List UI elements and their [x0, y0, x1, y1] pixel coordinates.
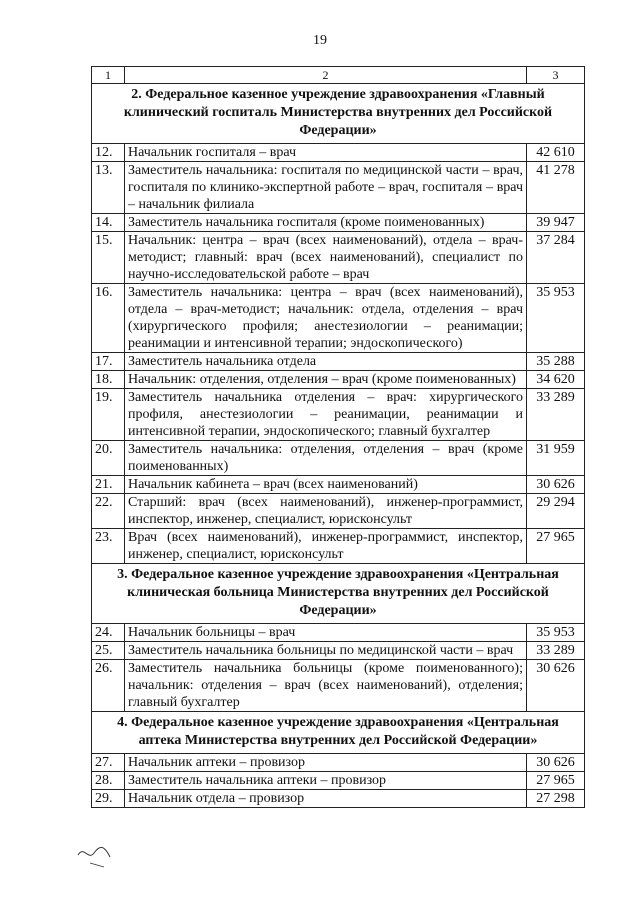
- row-position: Начальник кабинета – врач (всех наименований): [125, 476, 527, 494]
- row-number: 18.: [92, 371, 125, 389]
- row-salary: 30 626: [527, 660, 585, 712]
- table-row: [92, 441, 585, 476]
- row-number: 20.: [92, 441, 125, 476]
- row-position: Начальник: центра – врач (всех наименований), отдела – врач-методист; главный: врач (всех наименований), специалист по научно-исследовательской работе – врач: [125, 232, 527, 284]
- row-salary: 27 965: [527, 772, 585, 790]
- row-number: 21.: [92, 476, 125, 494]
- row-position: Заместитель начальника отделения – врач: хирургического профиля, анестезиологии – реанимации, реанимации и интенсивной терапии, эндоскопического; главный бухгалтер: [125, 389, 527, 441]
- row-position: Начальник госпиталя – врач: [125, 144, 527, 162]
- table-row: [92, 232, 585, 284]
- row-salary: 33 289: [527, 642, 585, 660]
- row-salary: 35 953: [527, 624, 585, 642]
- row-salary: 30 626: [527, 476, 585, 494]
- section-heading: [92, 564, 585, 624]
- row-salary: 34 620: [527, 371, 585, 389]
- table-row: [92, 754, 585, 772]
- row-position: Врач (всех наименований), инженер-программист, инспектор, инженер, специалист, юрисконсульт: [125, 529, 527, 564]
- row-number: 14.: [92, 214, 125, 232]
- row-number: 22.: [92, 494, 125, 529]
- header-col-3: 3: [527, 67, 585, 84]
- row-salary: 35 288: [527, 353, 585, 371]
- section-2-title: 2. Федеральное казенное учреждение здравоохранения «Главный клинический госпиталь Министерства внутренних дел Российской Федерации»: [92, 84, 585, 144]
- header-col-2: 2: [125, 67, 527, 84]
- table-row: [92, 494, 585, 529]
- table-row: [92, 529, 585, 564]
- table-row: [92, 144, 585, 162]
- table-row: [92, 162, 585, 214]
- row-salary: 33 289: [527, 389, 585, 441]
- row-number: 29.: [92, 790, 125, 808]
- row-number: 24.: [92, 624, 125, 642]
- table-row: [92, 371, 585, 389]
- row-position: Заместитель начальника отдела: [125, 353, 527, 371]
- table-row: [92, 214, 585, 232]
- row-number: 19.: [92, 389, 125, 441]
- row-number: 26.: [92, 660, 125, 712]
- section-3-title: 3. Федеральное казенное учреждение здравоохранения «Центральная клиническая больница Министерства внутренних дел Российской Федерации»: [92, 564, 585, 624]
- table-row: [92, 642, 585, 660]
- table-row: [92, 772, 585, 790]
- row-position: Начальник больницы – врач: [125, 624, 527, 642]
- row-number: 12.: [92, 144, 125, 162]
- row-position: Заместитель начальника больницы по медицинской части – врач: [125, 642, 527, 660]
- salary-table: [91, 66, 585, 808]
- row-position: Старший: врач (всех наименований), инженер-программист, инспектор, инженер, специалист, юрисконсульт: [125, 494, 527, 529]
- row-position: Заместитель начальника аптеки – провизор: [125, 772, 527, 790]
- table-row: [92, 353, 585, 371]
- row-position: Заместитель начальника: госпиталя по медицинской части – врач, госпиталя по клинико-экспертной работе – врач, госпиталя – врач – начальник филиала: [125, 162, 527, 214]
- row-number: 16.: [92, 284, 125, 353]
- row-number: 13.: [92, 162, 125, 214]
- row-salary: 41 278: [527, 162, 585, 214]
- table-row: [92, 660, 585, 712]
- section-heading: [92, 84, 585, 144]
- row-salary: 30 626: [527, 754, 585, 772]
- section-heading: [92, 712, 585, 754]
- row-position: Начальник аптеки – провизор: [125, 754, 527, 772]
- row-salary: 39 947: [527, 214, 585, 232]
- row-position: Начальник отдела – провизор: [125, 790, 527, 808]
- row-number: 17.: [92, 353, 125, 371]
- row-position: Начальник: отделения, отделения – врач (кроме поименованных): [125, 371, 527, 389]
- row-salary: 29 294: [527, 494, 585, 529]
- table-row: [92, 624, 585, 642]
- table-row: [92, 476, 585, 494]
- row-number: 28.: [92, 772, 125, 790]
- row-number: 27.: [92, 754, 125, 772]
- table-header-row: [92, 67, 585, 84]
- row-position: Заместитель начальника больницы (кроме поименованного); начальник: отделения – врач (всех наименований), отделения; главный бухгалтер: [125, 660, 527, 712]
- row-salary: 35 953: [527, 284, 585, 353]
- row-salary: 37 284: [527, 232, 585, 284]
- pen-mark: [70, 815, 130, 875]
- row-number: 25.: [92, 642, 125, 660]
- header-col-1: 1: [92, 67, 125, 84]
- table-row: [92, 790, 585, 808]
- row-salary: 31 959: [527, 441, 585, 476]
- page-number: 19: [313, 33, 327, 48]
- row-position: Заместитель начальника госпиталя (кроме поименованных): [125, 214, 527, 232]
- row-number: 15.: [92, 232, 125, 284]
- row-number: 23.: [92, 529, 125, 564]
- table-row: [92, 389, 585, 441]
- table-row: [92, 284, 585, 353]
- row-position: Заместитель начальника: отделения, отделения – врач (кроме поименованных): [125, 441, 527, 476]
- row-position: Заместитель начальника: центра – врач (всех наименований), отдела – врач-методист; начальник: отдела, отделения – врач (хирургического профиля; анестезиологии – реанимации; реанимации и интенсивной терапии; эндоскопического): [125, 284, 527, 353]
- row-salary: 27 298: [527, 790, 585, 808]
- row-salary: 42 610: [527, 144, 585, 162]
- row-salary: 27 965: [527, 529, 585, 564]
- section-4-title: 4. Федеральное казенное учреждение здравоохранения «Центральная аптека Министерства внутренних дел Российской Федерации»: [92, 712, 585, 754]
